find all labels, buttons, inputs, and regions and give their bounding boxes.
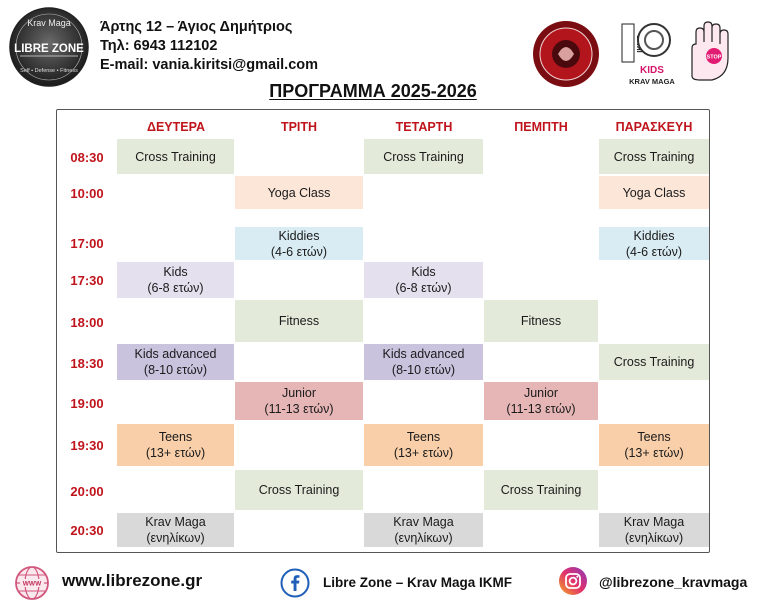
ikmf-kids-badge	[622, 24, 675, 86]
time-2030: 20:30	[70, 523, 104, 538]
instagram-icon[interactable]	[558, 566, 588, 596]
class-cell-fri-1700[interactable]: Kiddies (4-6 ετών)	[599, 227, 709, 260]
time-1930: 19:30	[70, 438, 104, 453]
time-1700: 17:00	[70, 236, 104, 251]
libre-zone-logo	[8, 6, 90, 88]
instagram-link[interactable]: @librezone_kravmaga	[599, 574, 748, 590]
class-cell-fri-1000[interactable]: Yoga Class	[599, 176, 709, 209]
email[interactable]: E-mail: vania.kiritsi@gmail.com	[100, 57, 319, 73]
federation-emblem-icon	[533, 21, 599, 87]
class-cell-fri-2030[interactable]: Krav Maga (ενηλίκων)	[599, 513, 709, 547]
class-cell-tue-1700[interactable]: Kiddies (4-6 ετών)	[235, 227, 363, 260]
day-header-tuesday: ΤΡΙΤΗ	[280, 120, 318, 134]
logo-top-text: Krav Maga	[27, 18, 71, 28]
facebook-link[interactable]: Libre Zone – Krav Maga IKMF	[323, 575, 513, 590]
class-cell-thu-1800[interactable]: Fitness	[484, 300, 598, 342]
class-cell-mon-1730[interactable]: Kids (6-8 ετών)	[117, 262, 234, 298]
facebook-icon[interactable]	[280, 568, 310, 598]
title-text: ΠΡΟΓΡΑΜΜΑ 2025-2026	[269, 81, 477, 101]
logo-tagline: Self • Defense • Fitness	[20, 68, 78, 74]
day-header-friday: ΠΑΡΑΣΚΕΥΗ	[615, 120, 693, 134]
class-cell-tue-1000[interactable]: Yoga Class	[235, 176, 363, 209]
class-cell-tue-2000[interactable]: Cross Training	[235, 470, 363, 510]
class-cell-wed-1830[interactable]: Kids advanced (8-10 ετών)	[364, 344, 483, 380]
time-1900: 19:00	[70, 396, 104, 411]
class-cell-fri-1830[interactable]: Cross Training	[599, 344, 709, 380]
svg-text:KIDS: KIDS	[640, 65, 664, 76]
class-cell-mon-0830[interactable]: Cross Training	[117, 139, 234, 174]
class-cell-tue-1900[interactable]: Junior (11-13 ετών)	[235, 382, 363, 420]
page-title	[0, 81, 760, 102]
time-1000: 10:00	[70, 186, 104, 201]
class-cell-thu-1900[interactable]: Junior (11-13 ετών)	[484, 382, 598, 420]
svg-text:STOP: STOP	[706, 54, 722, 61]
class-cell-wed-2030[interactable]: Krav Maga (ενηλίκων)	[364, 513, 483, 547]
website-link[interactable]: www.librezone.gr	[62, 571, 203, 590]
class-cell-mon-1830[interactable]: Kids advanced (8-10 ετών)	[117, 344, 234, 380]
time-1730: 17:30	[70, 273, 104, 288]
class-cell-wed-1730[interactable]: Kids (6-8 ετών)	[364, 262, 483, 298]
phone[interactable]: Τηλ: 6943 112102	[100, 38, 218, 54]
time-1830: 18:30	[70, 356, 104, 371]
address: Άρτης 12 – Άγιος Δημήτριος	[100, 19, 293, 35]
contact-info	[100, 18, 318, 75]
globe-icon	[14, 565, 50, 601]
class-cell-fri-0830[interactable]: Cross Training	[599, 139, 709, 174]
class-cell-fri-1930[interactable]: Teens (13+ ετών)	[599, 424, 709, 466]
time-0830: 08:30	[70, 150, 104, 165]
svg-text:KRAV MAGA: KRAV MAGA	[629, 77, 675, 86]
class-cell-thu-2000[interactable]: Cross Training	[484, 470, 598, 510]
class-cell-wed-1930[interactable]: Teens (13+ ετών)	[364, 424, 483, 466]
svg-text:WWW: WWW	[22, 580, 42, 588]
time-2000: 20:00	[70, 484, 104, 499]
class-cell-mon-1930[interactable]: Teens (13+ ετών)	[117, 424, 234, 466]
stop-hand-icon	[692, 22, 728, 80]
class-cell-tue-1800[interactable]: Fitness	[235, 300, 363, 342]
day-header-monday: ΔΕΥΤΕΡΑ	[146, 120, 206, 134]
class-cell-wed-0830[interactable]: Cross Training	[364, 139, 483, 174]
class-cell-mon-2030[interactable]: Krav Maga (ενηλίκων)	[117, 513, 234, 547]
day-header-wednesday: ΤΕΤΑΡΤΗ	[395, 120, 453, 134]
day-header-thursday: ΠΕΜΠΤΗ	[514, 120, 568, 134]
partner-badges	[530, 18, 750, 88]
time-1800: 18:00	[70, 315, 104, 330]
logo-brand: LIBRE ZONE	[14, 43, 84, 55]
